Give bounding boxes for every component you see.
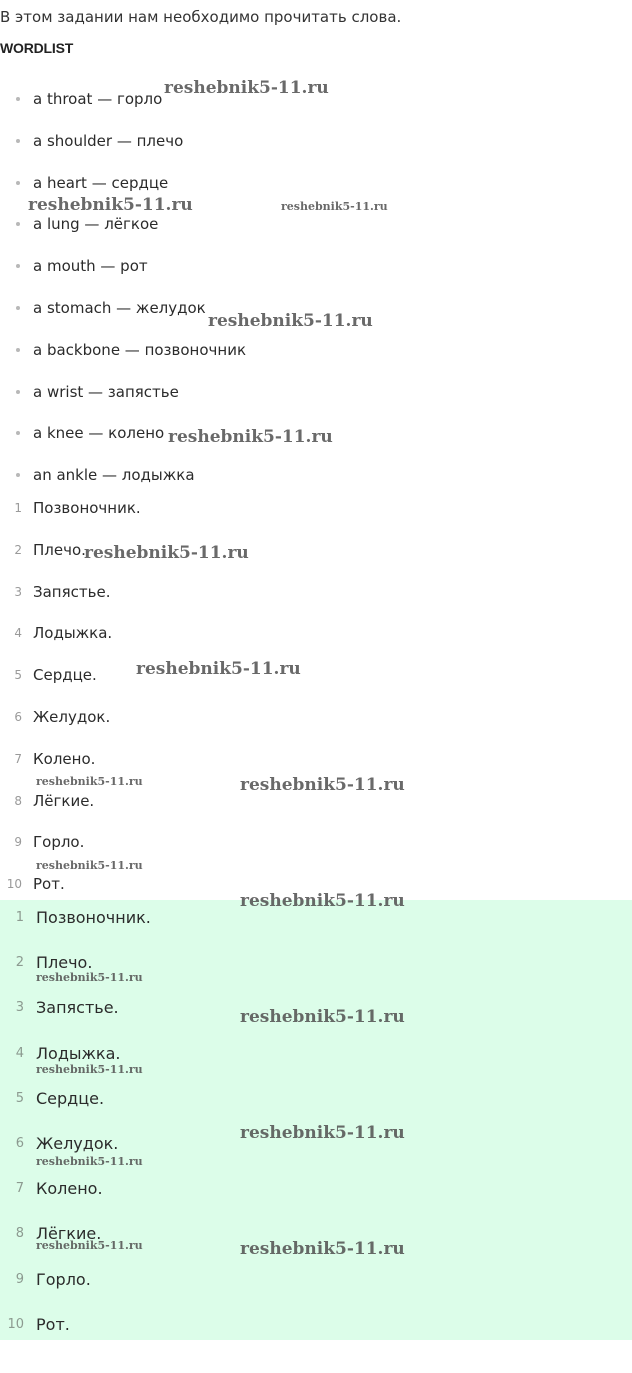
bullet-icon (16, 139, 20, 143)
answer-text: Желудок. (36, 1133, 119, 1153)
wordlist-entry: a heart — сердце (33, 173, 169, 192)
item-number: 10 (7, 1316, 24, 1332)
wordlist-entry: a throat — горло (33, 90, 163, 108)
item-number: 6 (15, 1135, 24, 1151)
item-number: 2 (15, 955, 24, 971)
list-item (0, 664, 632, 706)
answer-text: Плечо. (36, 953, 93, 973)
bullet-icon (16, 473, 20, 477)
list-item (0, 130, 632, 172)
item-number: 1 (15, 910, 24, 925)
wordlist-entry: a lung — лёгкое (33, 215, 159, 234)
watermark: reshebnik5-11.ru (36, 775, 143, 788)
bullet-icon (16, 306, 20, 310)
list-item (0, 381, 632, 423)
wordlist-entry: a knee — колено (33, 424, 165, 443)
item-number: 10 (6, 877, 22, 892)
answer-text: Сердце. (36, 1088, 105, 1108)
list-item (0, 339, 632, 381)
watermark: reshebnik5-11.ru (36, 859, 143, 872)
wordlist-heading: WORDLIST (0, 40, 74, 56)
answer-text: Лодыжка. (36, 1043, 121, 1063)
bullet-icon (16, 431, 20, 435)
bullet-icon (16, 348, 20, 352)
list-item (0, 906, 632, 951)
list-item (0, 497, 632, 539)
watermark: reshebnik5-11.ru (240, 1239, 405, 1259)
wordlist-entry: an ankle — лодыжка (33, 466, 195, 485)
watermark: reshebnik5-11.ru (36, 1155, 143, 1168)
bullet-icon (16, 390, 20, 394)
answer-text: Позвоночник. (33, 499, 141, 517)
list-item (0, 622, 632, 664)
list-item (0, 706, 632, 748)
answer-text: Позвоночник. (36, 908, 151, 927)
watermark: reshebnik5-11.ru (36, 1239, 143, 1252)
watermark: reshebnik5-11.ru (28, 195, 193, 215)
answer-text: Плечо. (33, 540, 86, 559)
answer-text: Сердце. (33, 666, 97, 685)
watermark: reshebnik5-11.ru (164, 78, 329, 98)
answer-text: Запястье. (33, 582, 111, 601)
list-item (0, 1313, 632, 1358)
item-number: 8 (15, 1226, 24, 1242)
wordlist-entry: a wrist — запястье (33, 382, 179, 401)
item-number: 5 (14, 668, 22, 683)
answer-text: Горло. (36, 1269, 91, 1289)
list-item (0, 255, 632, 297)
answer-text: Рот. (33, 875, 65, 894)
bullet-icon (16, 181, 20, 185)
item-number: 9 (15, 1271, 24, 1287)
list-item (0, 581, 632, 623)
item-number: 4 (14, 626, 22, 641)
watermark: reshebnik5-11.ru (240, 1007, 405, 1027)
watermark: reshebnik5-11.ru (281, 200, 388, 213)
answer-text: Лёгкие. (33, 791, 95, 810)
item-number: 6 (14, 709, 22, 724)
wordlist-entry: a stomach — желудок (33, 298, 206, 317)
item-number: 3 (15, 1000, 24, 1016)
wordlist-entry: a shoulder — плечо (33, 131, 184, 150)
wordlist-entry: a mouth — рот (33, 257, 148, 276)
watermark: reshebnik5-11.ru (36, 1063, 143, 1076)
watermark: reshebnik5-11.ru (240, 1123, 405, 1143)
watermark: reshebnik5-11.ru (36, 971, 143, 984)
item-number: 8 (14, 793, 22, 808)
answer-text: Лодыжка. (33, 624, 113, 643)
watermark: reshebnik5-11.ru (136, 659, 301, 679)
answer-text: Горло. (33, 833, 85, 852)
item-number: 4 (15, 1045, 24, 1061)
item-number: 3 (14, 584, 22, 599)
answer-text: Запястье. (36, 998, 119, 1018)
watermark: reshebnik5-11.ru (168, 427, 333, 447)
bullet-icon (16, 264, 20, 268)
watermark: reshebnik5-11.ru (84, 543, 249, 563)
watermark: reshebnik5-11.ru (240, 891, 405, 911)
item-number: 5 (15, 1090, 24, 1106)
watermark: reshebnik5-11.ru (240, 775, 405, 795)
item-number: 9 (14, 835, 22, 850)
answer-text: Желудок. (33, 707, 111, 726)
answer-text: Лёгкие. (36, 1224, 102, 1244)
highlighted-answer-block (0, 900, 632, 1340)
item-number: 2 (14, 542, 22, 557)
bullet-icon (16, 97, 20, 101)
list-item (0, 790, 632, 832)
answer-text: Колено. (36, 1179, 103, 1199)
item-number: 1 (14, 501, 22, 515)
list-item (0, 1177, 632, 1222)
list-item (0, 1268, 632, 1313)
list-item (0, 213, 632, 255)
answer-text: Колено. (33, 749, 96, 768)
item-number: 7 (14, 751, 22, 766)
watermark: reshebnik5-11.ru (208, 311, 373, 331)
answer-text: Рот. (36, 1314, 70, 1334)
bullet-icon (16, 222, 20, 226)
intro-text: В этом задании нам необходимо прочитать слова. (0, 8, 402, 26)
item-number: 7 (15, 1181, 24, 1197)
wordlist-entry: a backbone — позвоночник (33, 340, 247, 359)
